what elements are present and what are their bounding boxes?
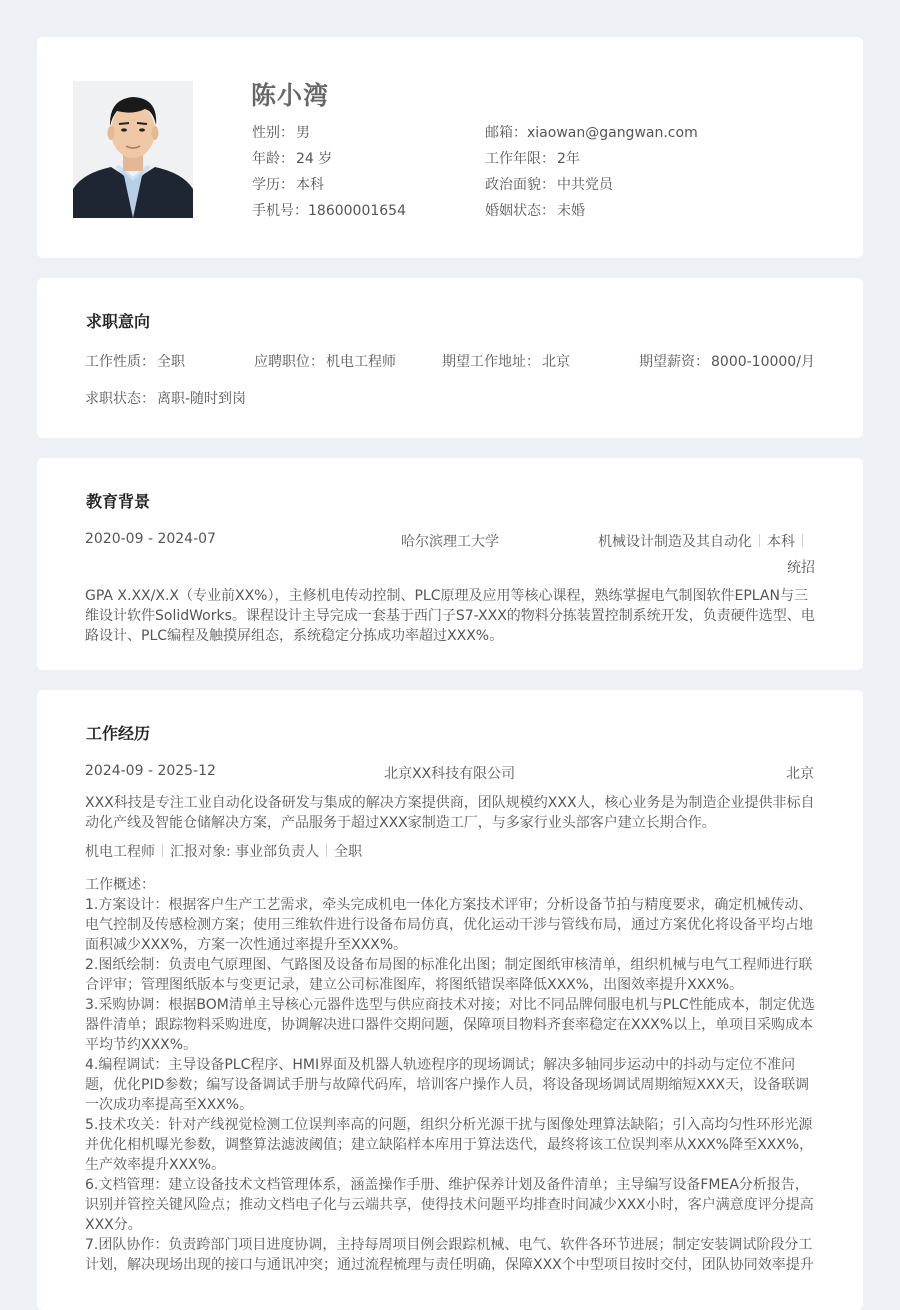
candidate-name: 陈小湾: [251, 81, 330, 110]
work-city: 北京: [786, 766, 814, 782]
divider: [802, 534, 803, 547]
edu-major-line: [598, 531, 810, 551]
location-field: [442, 351, 570, 371]
divider: [759, 534, 760, 547]
job-type-field: [85, 351, 185, 371]
job-type-value: 全职: [157, 354, 185, 370]
years-row: [485, 148, 580, 168]
overview-item: 7.团队协作：负责跨部门项目进度协调，主持每周项目例会跟踪机械、电气、软件各环节进展；制定安装调试阶段分工计划，解决现场出现的接口与通讯冲突；通过流程梳理与责任明确，保障XXX个中型项目按时交付，团队协同效率提升: [85, 1237, 814, 1273]
political-row: [485, 174, 613, 194]
work-report: 汇报对象: 事业部负责人: [170, 844, 320, 860]
section-title-intent: 求职意向: [86, 312, 151, 331]
profile-photo: [73, 81, 193, 218]
phone-label: 手机号：: [252, 203, 308, 219]
edu-period: 2020-09 - 2024-07: [85, 531, 216, 547]
edu-school: 哈尔滨理工大学: [401, 534, 499, 550]
job-intent-card: [37, 278, 863, 438]
edu-major: 机械设计制造及其自动化: [598, 534, 752, 550]
overview-item: 2.图纸绘制：负责电气原理图、气路图及设备布局图的标准化出图；制定图纸审核清单，组织机械与电气工程师进行联合评审；管理图纸版本与变更记录，建立公司标准图库，将图纸错误率降低XXX%，出图效率提升XXX%。: [85, 957, 813, 993]
overview-item: 4.编程调试：主导设备PLC程序、HMI界面及机器人轨迹程序的现场调试；解决多轴同步运动中的抖动与定位不准问题，优化PID参数；编写设备调试手册与故障代码库，培训客户操作人员，将设备现场调试周期缩短XXX天，设备联调一次成功率提高至XXX%。: [85, 1057, 810, 1113]
salary-field: [639, 351, 815, 371]
work-job-type: 全职: [334, 844, 363, 860]
status-label: 求职状态：: [85, 391, 155, 407]
degree-label: 学历：: [252, 177, 294, 193]
work-experience-card: [37, 690, 863, 1310]
political-label: 政治面貌：: [485, 177, 555, 193]
marital-value: 未婚: [557, 203, 585, 219]
email-value: xiaowan@gangwan.com: [527, 125, 698, 141]
section-title-work: 工作经历: [86, 724, 151, 743]
years-value: 2年: [557, 151, 580, 167]
gender-label: 性别：: [252, 125, 294, 141]
education-card: [37, 458, 863, 670]
position-field: [254, 351, 396, 371]
gender-value: 男: [296, 125, 310, 141]
work-company: 北京XX科技有限公司: [384, 766, 516, 782]
age-label: 年龄：: [252, 151, 294, 167]
overview-item: 5.技术攻关：针对产线视觉检测工位误判率高的问题，组织分析光源干扰与图像处理算法缺陷；引入高均匀性环形光源并优化相机曝光参数，调整算法滤波阈值；建立缺陷样本库用于算法迭代，最终将该工位误判率从XXX%降至XXX%，生产效率提升XXX%。: [85, 1117, 814, 1173]
status-value: 离职-随时到岗: [157, 391, 247, 407]
work-role: 机电工程师: [85, 844, 155, 860]
section-title-education: 教育背景: [86, 492, 151, 511]
salary-label: 期望薪资：: [639, 354, 709, 370]
location-label: 期望工作地址：: [442, 354, 540, 370]
work-period: 2024-09 - 2025-12: [85, 763, 216, 779]
phone-value: 18600001654: [308, 203, 406, 219]
degree-value: 本科: [296, 177, 324, 193]
overview-item: 1.方案设计：根据客户生产工艺需求，牵头完成机电一体化方案技术评审；分析设备节拍与精度要求，确定机械传动、电气控制及传感检测方案；使用三维软件进行设备布局仿真，优化运动干涉与管线布局，通过方案优化将设备平均占地面积减少XXX%，方案一次性通过率提升至XXX%。: [85, 897, 813, 953]
divider: [162, 844, 163, 857]
degree-row: [252, 174, 324, 194]
status-field: [85, 388, 246, 408]
marital-label: 婚姻状态：: [485, 203, 555, 219]
location-value: 北京: [542, 354, 570, 370]
profile-card: [37, 37, 863, 258]
overview-item: 3.采购协调：根据BOM清单主导核心元器件选型与供应商技术对接；对比不同品牌伺服电机与PLC性能成本，制定优选器件清单；跟踪物料采购进度，协调解决进口器件交期问题，保障项目物料齐套率稳定在XXX%以上，单项目采购成本平均节约XXX%。: [85, 997, 815, 1053]
marital-row: [485, 200, 585, 220]
years-label: 工作年限：: [485, 151, 555, 167]
work-overview: [85, 875, 815, 1275]
divider: [326, 844, 327, 857]
job-type-label: 工作性质：: [85, 354, 155, 370]
edu-enroll: 统招: [787, 560, 815, 576]
edu-degree: 本科: [767, 534, 795, 550]
email-row: [485, 122, 698, 142]
edu-description: GPA X.XX/X.X（专业前XX%），主修机电传动控制、PLC原理及应用等核心课程，熟练掌握电气制图软件EPLAN与三维设计软件SolidWorks。课程设计主导完成一套基于西门子S7-XXX的物料分拣装置控制系统开发，负责硬件选型、电路设计、PLC编程及触摸屏组态，系统稳定分拣成功率超过XXX%。: [85, 588, 815, 644]
gender-row: [252, 122, 310, 142]
position-label: 应聘职位：: [254, 354, 324, 370]
email-label: 邮箱：: [485, 125, 527, 141]
phone-row: [252, 200, 406, 220]
political-value: 中共党员: [557, 177, 613, 193]
position-value: 机电工程师: [326, 354, 396, 370]
salary-value: 8000-10000/月: [711, 354, 815, 370]
overview-item: 6.文档管理：建立设备技术文档管理体系，涵盖操作手册、维护保养计划及备件清单；主导编写设备FMEA分析报告，识别并管控关键风险点；推动文档电子化与云端共享，使得技术问题平均排查时间减少XXX小时，客户满意度评分提高XXX分。: [85, 1177, 814, 1233]
company-description: XXX科技是专注工业自动化设备研发与集成的解决方案提供商，团队规模约XXX人，核心业务是为制造企业提供非标自动化产线及智能仓储解决方案，产品服务于超过XXX家制造工厂，与多家行业头部客户建立长期合作。: [85, 795, 815, 831]
age-value: 24 岁: [296, 151, 333, 167]
overview-label: 工作概述：: [85, 877, 155, 893]
work-role-line: [85, 841, 362, 861]
age-row: [252, 148, 332, 168]
